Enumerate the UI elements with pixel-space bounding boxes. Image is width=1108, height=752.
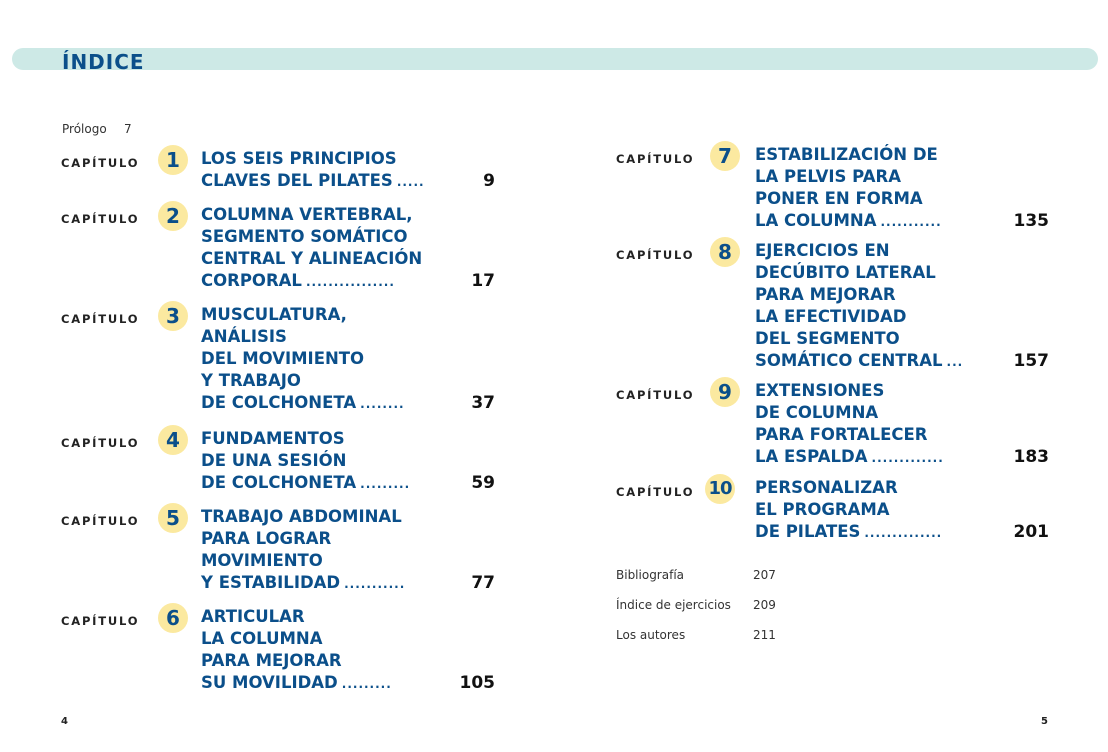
chapter-label: CAPÍTULO bbox=[61, 514, 140, 528]
leader-dots: ..... bbox=[396, 175, 425, 189]
bibliography-page: 207 bbox=[753, 568, 776, 582]
leader-dots: .............. bbox=[864, 526, 943, 540]
chapter-last-line bbox=[201, 392, 495, 415]
leader-dots: ............. bbox=[871, 451, 944, 465]
chapter-entry bbox=[201, 148, 495, 193]
chapter-title-line: LA ESPALDA bbox=[755, 447, 868, 466]
leader-dots: ... bbox=[946, 355, 964, 369]
chapter-page-number: 183 bbox=[1013, 447, 1049, 467]
chapter-page-number: 37 bbox=[471, 393, 495, 413]
leader-dots: ......... bbox=[360, 477, 411, 491]
chapter-last-line bbox=[755, 350, 1049, 373]
chapter-title-line: TRABAJO ABDOMINAL bbox=[201, 507, 402, 526]
leader-dots: ................ bbox=[305, 275, 395, 289]
chapter-title-line: EXTENSIONES bbox=[755, 381, 885, 400]
chapter-entry bbox=[755, 477, 1049, 544]
chapter-title-line: DECÚBITO LATERAL bbox=[755, 263, 936, 282]
chapter-label: CAPÍTULO bbox=[616, 248, 695, 262]
folio-left: 4 bbox=[61, 716, 68, 727]
leader-dots: ........... bbox=[344, 577, 406, 591]
chapter-title-line: ARTICULAR bbox=[201, 607, 305, 626]
header-bar bbox=[12, 48, 1098, 70]
chapter-entry bbox=[201, 606, 495, 695]
authors-label: Los autores bbox=[616, 628, 686, 642]
folio-right: 5 bbox=[1041, 716, 1048, 727]
chapter-number: 3 bbox=[166, 304, 180, 328]
chapter-title-line: EJERCICIOS EN bbox=[755, 241, 890, 260]
chapter-title-line: PARA MEJORAR bbox=[201, 651, 342, 670]
chapter-title-line: SOMÁTICO CENTRAL bbox=[755, 351, 943, 370]
chapter-title-line: DE UNA SESIÓN bbox=[201, 451, 347, 470]
chapter-label: CAPÍTULO bbox=[61, 614, 140, 628]
prologue-page: 7 bbox=[124, 122, 132, 136]
prologue-label: Prólogo bbox=[62, 122, 107, 136]
chapter-page-number: 59 bbox=[471, 473, 495, 493]
chapter-number: 1 bbox=[166, 148, 180, 172]
chapter-number: 7 bbox=[718, 144, 732, 168]
chapter-number-badge bbox=[710, 377, 740, 407]
chapter-title-line: LOS SEIS PRINCIPIOS bbox=[201, 149, 397, 168]
chapter-title-line: SU MOVILIDAD bbox=[201, 673, 338, 692]
chapter-last-line bbox=[201, 170, 495, 193]
chapter-number: 2 bbox=[166, 204, 180, 228]
chapter-title-line: PONER EN FORMA bbox=[755, 189, 923, 208]
chapter-number: 10 bbox=[708, 478, 732, 499]
chapter-label: CAPÍTULO bbox=[61, 436, 140, 450]
chapter-entry bbox=[201, 428, 495, 495]
chapter-last-line bbox=[755, 521, 1049, 544]
page-title: ÍNDICE bbox=[62, 50, 145, 74]
chapter-title-line: CORPORAL bbox=[201, 271, 302, 290]
chapter-title-line: ESTABILIZACIÓN DE bbox=[755, 145, 938, 164]
chapter-entry bbox=[755, 240, 1049, 373]
chapter-page-number: 105 bbox=[459, 673, 495, 693]
chapter-label: CAPÍTULO bbox=[61, 156, 140, 170]
chapter-title-line: DEL MOVIMIENTO bbox=[201, 349, 365, 368]
chapter-number: 5 bbox=[166, 506, 180, 530]
chapter-title-line: DE PILATES bbox=[755, 522, 861, 541]
chapter-page-number: 135 bbox=[1013, 211, 1049, 231]
chapter-title-line: DE COLCHONETA bbox=[201, 393, 357, 412]
chapter-page-number: 17 bbox=[471, 271, 495, 291]
chapter-title-line: FUNDAMENTOS bbox=[201, 429, 345, 448]
chapter-entry bbox=[201, 204, 495, 293]
chapter-entry bbox=[201, 304, 495, 415]
chapter-number-badge bbox=[710, 237, 740, 267]
chapter-title-line: LA PELVIS PARA bbox=[755, 167, 901, 186]
chapter-title-line: MUSCULATURA, bbox=[201, 305, 347, 324]
chapter-label: CAPÍTULO bbox=[61, 312, 140, 326]
chapter-number-badge bbox=[158, 425, 188, 455]
leader-dots: ........... bbox=[880, 215, 942, 229]
chapter-title-line: DEL SEGMENTO bbox=[755, 329, 900, 348]
chapter-title-line: CLAVES DEL PILATES bbox=[201, 171, 393, 190]
chapter-number: 4 bbox=[166, 428, 180, 452]
chapter-entry bbox=[755, 380, 1049, 469]
authors-page: 211 bbox=[753, 628, 776, 642]
chapter-number-badge bbox=[158, 603, 188, 633]
chapter-number-badge bbox=[705, 474, 735, 504]
chapter-number: 6 bbox=[166, 606, 180, 630]
exercise-index-page: 209 bbox=[753, 598, 776, 612]
chapter-title-line: PARA FORTALECER bbox=[755, 425, 928, 444]
chapter-number-badge bbox=[710, 141, 740, 171]
chapter-title-line: Y TRABAJO bbox=[201, 371, 301, 390]
chapter-title-line: LA EFECTIVIDAD bbox=[755, 307, 907, 326]
chapter-title-line: COLUMNA VERTEBRAL, bbox=[201, 205, 413, 224]
chapter-page-number: 77 bbox=[471, 573, 495, 593]
chapter-title-line: EL PROGRAMA bbox=[755, 500, 890, 519]
chapter-page-number: 9 bbox=[483, 171, 495, 191]
chapter-title-line: LA COLUMNA bbox=[201, 629, 323, 648]
bibliography-label: Bibliografía bbox=[616, 568, 685, 582]
chapter-entry bbox=[755, 144, 1049, 233]
chapter-label: CAPÍTULO bbox=[616, 152, 695, 166]
chapter-page-number: 201 bbox=[1013, 522, 1049, 542]
chapter-last-line bbox=[201, 572, 495, 595]
chapter-label: CAPÍTULO bbox=[61, 212, 140, 226]
chapter-entry bbox=[201, 506, 495, 595]
leader-dots: ........ bbox=[360, 397, 405, 411]
exercise-index-label: Índice de ejercicios bbox=[616, 598, 731, 612]
chapter-title-line: LA COLUMNA bbox=[755, 211, 877, 230]
chapter-last-line bbox=[755, 446, 1049, 469]
chapter-label: CAPÍTULO bbox=[616, 388, 695, 402]
chapter-title-line: PARA MEJORAR bbox=[755, 285, 896, 304]
chapter-title-line: MOVIMIENTO bbox=[201, 551, 323, 570]
chapter-page-number: 157 bbox=[1013, 351, 1049, 371]
chapter-last-line bbox=[201, 270, 495, 293]
chapter-number-badge bbox=[158, 503, 188, 533]
chapter-number-badge bbox=[158, 201, 188, 231]
chapter-number-badge bbox=[158, 301, 188, 331]
chapter-label: CAPÍTULO bbox=[616, 485, 695, 499]
chapter-last-line bbox=[755, 210, 1049, 233]
chapter-title-line: PERSONALIZAR bbox=[755, 478, 898, 497]
chapter-number: 8 bbox=[718, 240, 732, 264]
leader-dots: ......... bbox=[341, 677, 392, 691]
chapter-title-line: DE COLUMNA bbox=[755, 403, 879, 422]
chapter-title-line: DE COLCHONETA bbox=[201, 473, 357, 492]
chapter-title-line: ANÁLISIS bbox=[201, 327, 287, 346]
chapter-last-line bbox=[201, 472, 495, 495]
chapter-number: 9 bbox=[718, 380, 732, 404]
chapter-number-badge bbox=[158, 145, 188, 175]
chapter-title-line: PARA LOGRAR bbox=[201, 529, 332, 548]
chapter-title-line: CENTRAL Y ALINEACIÓN bbox=[201, 249, 423, 268]
chapter-title-line: Y ESTABILIDAD bbox=[201, 573, 341, 592]
chapter-title-line: SEGMENTO SOMÁTICO bbox=[201, 227, 408, 246]
chapter-last-line bbox=[201, 672, 495, 695]
